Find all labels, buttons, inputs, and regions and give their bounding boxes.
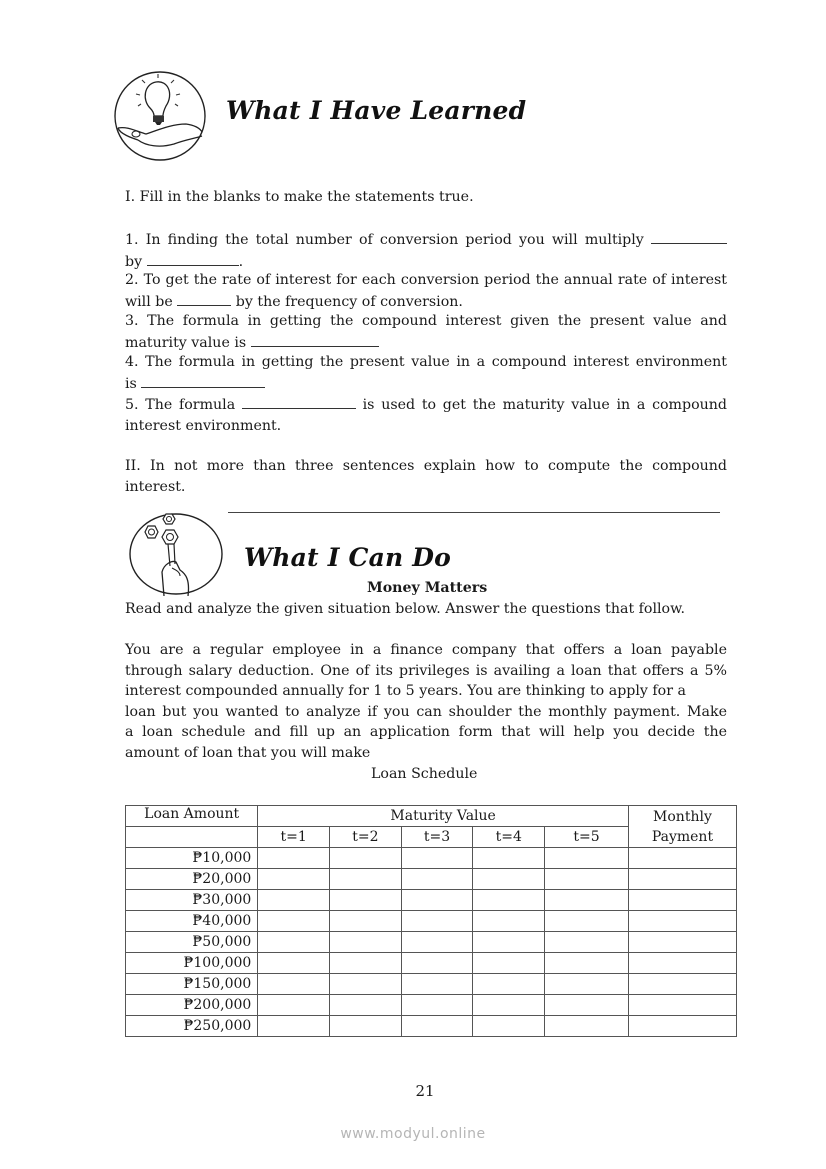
monthly-payment-cell[interactable] <box>628 869 736 890</box>
maturity-value-cell[interactable] <box>545 890 629 911</box>
table-row <box>126 869 737 890</box>
loan-amount-cell: ₱10,000 <box>126 848 258 869</box>
maturity-value-cell[interactable] <box>473 890 545 911</box>
item-2-text: 2. To get the rate of interest for each conversion period the annual rate of interest <box>125 272 727 288</box>
scenario-line: through salary deduction. One of its privileges is availing a loan that offers a 5% <box>125 662 727 679</box>
answer-blank-2[interactable] <box>177 291 231 306</box>
maturity-value-cell[interactable] <box>473 911 545 932</box>
monthly-payment-cell[interactable] <box>628 995 736 1016</box>
loan-amount-cell: ₱30,000 <box>126 890 258 911</box>
maturity-value-cell[interactable] <box>401 911 473 932</box>
loan-amount-cell: ₱150,000 <box>126 974 258 995</box>
fill-blank-item-5 <box>125 394 727 436</box>
header-period: t=5 <box>545 827 629 848</box>
maturity-value-cell[interactable] <box>473 1016 545 1037</box>
maturity-value-cell[interactable] <box>258 1016 330 1037</box>
answer-blank-3[interactable] <box>251 332 379 347</box>
maturity-value-cell[interactable] <box>545 974 629 995</box>
fill-blank-item-2 <box>125 270 727 312</box>
maturity-value-cell[interactable] <box>545 953 629 974</box>
maturity-value-cell[interactable] <box>545 869 629 890</box>
table-row <box>126 911 737 932</box>
lightbulb-hand-icon <box>112 70 208 162</box>
maturity-value-cell[interactable] <box>401 1016 473 1037</box>
header-monthly-payment <box>628 806 736 848</box>
loan-amount-cell: ₱100,000 <box>126 953 258 974</box>
table-row <box>126 848 737 869</box>
table-row <box>126 1016 737 1037</box>
maturity-value-cell[interactable] <box>473 932 545 953</box>
maturity-value-cell[interactable] <box>258 890 330 911</box>
monthly-payment-cell[interactable] <box>628 974 736 995</box>
table-title: Loan Schedule <box>371 766 478 782</box>
maturity-value-cell[interactable] <box>330 848 402 869</box>
maturity-value-cell[interactable] <box>545 1016 629 1037</box>
header-monthly-line2: Payment <box>651 828 714 845</box>
fill-blank-item-4 <box>125 352 727 394</box>
item-3-maturity: maturity value is <box>125 334 247 351</box>
section-title-what-i-have-learned: What I Have Learned <box>226 96 527 125</box>
maturity-value-cell[interactable] <box>473 995 545 1016</box>
loan-amount-cell: ₱250,000 <box>126 1016 258 1037</box>
maturity-value-cell[interactable] <box>545 911 629 932</box>
activity-subtitle: Money Matters <box>367 580 488 596</box>
header-period: t=3 <box>401 827 473 848</box>
maturity-value-cell[interactable] <box>330 911 402 932</box>
hand-with-nuts-icon <box>128 512 224 596</box>
watermark: www.modyul.online <box>340 1126 486 1142</box>
table-row <box>126 974 737 995</box>
maturity-value-cell[interactable] <box>401 848 473 869</box>
header-period: t=2 <box>330 827 402 848</box>
maturity-value-cell[interactable] <box>330 974 402 995</box>
maturity-value-cell[interactable] <box>473 848 545 869</box>
table-row <box>126 932 737 953</box>
monthly-payment-cell[interactable] <box>628 890 736 911</box>
monthly-payment-cell[interactable] <box>628 953 736 974</box>
fill-blank-item-1 <box>125 229 727 272</box>
answer-blank-1b[interactable] <box>147 251 239 266</box>
item-5-rest: is used to get the maturity value in a compound <box>362 397 727 413</box>
header-loan-amount-blank <box>126 827 258 848</box>
essay-answer-line[interactable] <box>228 512 720 513</box>
loan-amount-cell: ₱50,000 <box>126 932 258 953</box>
essay-question: II. In not more than three sentences explain how to compute the compound interest. <box>125 458 727 495</box>
maturity-value-cell[interactable] <box>258 932 330 953</box>
maturity-value-cell[interactable] <box>330 953 402 974</box>
item-2-rest: by the frequency of conversion. <box>235 293 463 310</box>
table-row <box>126 953 737 974</box>
maturity-value-cell[interactable] <box>473 974 545 995</box>
table-row <box>126 995 737 1016</box>
fill-blank-item-3 <box>125 311 727 353</box>
maturity-value-cell[interactable] <box>330 932 402 953</box>
maturity-value-cell[interactable] <box>258 911 330 932</box>
header-period: t=1 <box>258 827 330 848</box>
maturity-value-cell[interactable] <box>401 932 473 953</box>
maturity-value-cell[interactable] <box>258 974 330 995</box>
maturity-value-cell[interactable] <box>473 953 545 974</box>
scenario-line: interest compounded annually for 1 to 5 years. You are thinking to apply for a <box>125 683 686 700</box>
monthly-payment-cell[interactable] <box>628 848 736 869</box>
header-monthly-line1: Monthly <box>653 808 712 825</box>
loan-amount-cell: ₱200,000 <box>126 995 258 1016</box>
header-loan-amount: Loan Amount <box>126 806 258 827</box>
maturity-value-cell[interactable] <box>258 995 330 1016</box>
item-5-end: interest environment. <box>125 417 282 434</box>
monthly-payment-cell[interactable] <box>628 932 736 953</box>
section-title-what-i-can-do: What I Can Do <box>244 543 452 572</box>
item-3-text: 3. The formula in getting the compound interest given the present value and <box>125 313 727 329</box>
item-2-will-be: will be <box>125 293 173 310</box>
maturity-value-cell[interactable] <box>258 869 330 890</box>
scenario-line: amount of loan that you will make <box>125 744 371 761</box>
maturity-value-cell[interactable] <box>401 869 473 890</box>
maturity-value-cell[interactable] <box>545 848 629 869</box>
answer-blank-1a[interactable] <box>651 229 727 244</box>
item-4-text: 4. The formula in getting the present value in a compound interest environment <box>125 354 727 370</box>
maturity-value-cell[interactable] <box>330 995 402 1016</box>
maturity-value-cell[interactable] <box>330 869 402 890</box>
maturity-value-cell[interactable] <box>473 869 545 890</box>
maturity-value-cell[interactable] <box>258 848 330 869</box>
maturity-value-cell[interactable] <box>545 932 629 953</box>
answer-blank-5[interactable] <box>242 394 356 409</box>
monthly-payment-cell[interactable] <box>628 1016 736 1037</box>
item-1-text: 1. In finding the total number of conversion period you will multiply <box>125 232 644 248</box>
loan-amount-cell: ₱40,000 <box>126 911 258 932</box>
header-maturity-value: Maturity Value <box>258 806 629 827</box>
page-number: 21 <box>415 1082 435 1100</box>
maturity-value-cell[interactable] <box>401 995 473 1016</box>
item-4-is: is <box>125 375 137 392</box>
activity-instruction: Read and analyze the given situation below. Answer the questions that follow. <box>125 601 686 617</box>
maturity-value-cell[interactable] <box>258 953 330 974</box>
item-1-by: by <box>125 253 143 270</box>
scenario-line: loan but you wanted to analyze if you can shoulder the monthly payment. Make <box>125 703 727 720</box>
loan-amount-cell: ₱20,000 <box>126 869 258 890</box>
header-period: t=4 <box>473 827 545 848</box>
maturity-value-cell[interactable] <box>330 1016 402 1037</box>
item-5-text: 5. The formula <box>125 397 236 413</box>
maturity-value-cell[interactable] <box>401 974 473 995</box>
table-row <box>126 890 737 911</box>
answer-blank-4[interactable] <box>141 373 265 388</box>
monthly-payment-cell[interactable] <box>628 911 736 932</box>
maturity-value-cell[interactable] <box>330 890 402 911</box>
loan-schedule-table <box>125 805 737 1037</box>
maturity-value-cell[interactable] <box>545 995 629 1016</box>
scenario-line: You are a regular employee in a finance company that offers a loan payable <box>125 642 727 658</box>
maturity-value-cell[interactable] <box>401 890 473 911</box>
item-1-period: . <box>238 253 244 270</box>
scenario-line: a loan schedule and fill up an application form that will help you decide the <box>125 724 727 741</box>
scenario-paragraph <box>125 640 727 764</box>
maturity-value-cell[interactable] <box>401 953 473 974</box>
fill-blanks-instruction: I. Fill in the blanks to make the statements true. <box>125 189 474 205</box>
